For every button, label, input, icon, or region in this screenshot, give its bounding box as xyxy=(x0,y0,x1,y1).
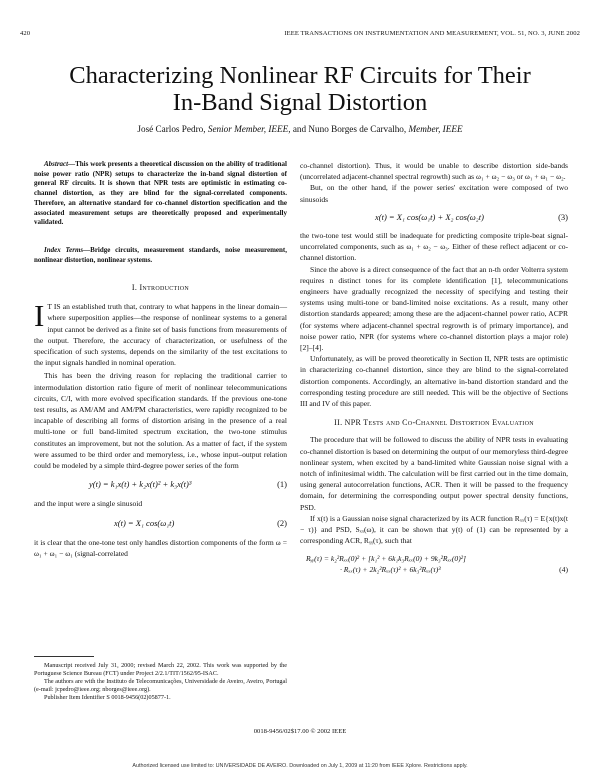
journal-name: IEEE TRANSACTIONS ON INSTRUMENTATION AND MEASUREMENT, VOL. 51, NO. 3, JUNE 2002 xyxy=(284,30,580,37)
equation-4-line-2 xyxy=(300,564,568,575)
section-2-heading: II. NPR Tests and Co-Channel Distortion Evaluation xyxy=(334,418,534,428)
equation-3-body: x(t) = X₁ cos(ω₁t) + X₂ cos(ω₂t) xyxy=(375,211,484,222)
footnote-received: Manuscript received July 31, 2000; revised March 22, 2002. This work was supported by the Portuguese Science Bureau (FCT) under Project 2/2.1/TIT/1562/95-ISAC. xyxy=(34,662,287,677)
equation-4-number: (4) xyxy=(559,564,568,574)
author-1-title: Senior Member, IEEE, xyxy=(207,124,291,134)
drop-cap: I xyxy=(34,298,45,334)
right-para-4: Since the above is a direct consequence of the fact that an n-th order Volterra system requires n distinct tones for its complete identification [1], telecommunications engineers have gradually recognized the necessity of specifying and testing their systems using multi-tone or band-limited noise excitations. As a result, many other distortion standards appeared; among these are the adjacent-channel power ratio, ACPR (for systems where adjacent-channel spectral regrowth is of primary importance), and noise power ratio, NPR (for systems where co-channel distortion plays a major role) [2]–[4]. xyxy=(300,264,568,353)
equation-4-body-2: · Rₓₓ(τ) + 2k₂²Rₓₓ(τ)² + 6k₃²Rₓₓ(τ)³ xyxy=(340,564,441,574)
equation-3 xyxy=(300,212,568,223)
section-2-para-1: The procedure that will be followed to discuss the ability of NPR tests in evaluating co-channel distortion is based on determining the output of our memoryless third-degree nonlinear system, when excited by a band-limited white Gaussian noise signal with a notch of infinitesimal width. The calculation will be first carried out in the time domain, using general autocorrelation functions, ACR. Then it will be passed to the frequency domain, for determining the corresponding output power spectral density functions, PSD. xyxy=(300,435,568,512)
right-para-5: Unfortunately, as will be proved theoretically in Section II, NPR tests are optimistic in characterizing co-channel distortion, since they are blind to the signal-correlated distortion components. Accordingly, an alternative in-band distortion standard and the corresponding testing procedure are still needed. This will be the objective of Sections III and IV of this paper. xyxy=(300,354,568,409)
section-1-para-3: and the input were a single sinusoid xyxy=(34,499,143,509)
equation-2 xyxy=(34,518,287,529)
footnote-affiliation: The authors are with the Instituto de Telecomunicações, Universidade de Aveiro, Aveiro, Portugal (e-mail: jcpedro@ieee.org; nborges@ieee.org). xyxy=(34,678,287,693)
equation-1-body: y(t) = k₁x(t) + k₂x(t)² + k₃x(t)³ xyxy=(89,479,192,490)
equation-2-number: (2) xyxy=(277,517,287,528)
section-1-para-4: it is clear that the one-tone test only handles distortion components of the form ω = ω₁ + ω₁ − ω₁ (signal-correlated xyxy=(34,537,287,559)
title-line-1: Characterizing Nonlinear RF Circuits for Their xyxy=(69,62,531,89)
equation-4-line-1 xyxy=(300,553,568,564)
footnote xyxy=(34,662,287,702)
right-para-3: the two-tone test would still be inadequate for predicting composite triple-beat signal-uncorrelated components, such as ω₁ + ω₂ − ω₃. Either of these reflect adjacent or co-channel distortion. xyxy=(300,231,568,263)
right-para-2: But, on the other hand, if the power series' excitation were composed of two sinusoids xyxy=(300,183,568,204)
running-header xyxy=(20,30,580,37)
index-terms-label: Index Terms— xyxy=(44,246,91,254)
equation-1-number: (1) xyxy=(277,479,287,490)
right-column xyxy=(300,160,568,575)
copyright-line: 0018-9456/02$17.00 © 2002 IEEE xyxy=(253,728,347,735)
authorized-use-notice: Authorized licensed use limited to: UNIVERSIDADE DE AVEIRO. Downloaded on July 1, 2009 at 11:20 from IEEE Xplore. Restrictions apply. xyxy=(132,763,468,769)
author-2-title: Member, IEEE xyxy=(408,124,463,134)
index-terms xyxy=(34,246,287,265)
equation-4-body-1: Rᵧᵧ(τ) = k₂²Rₓₓ(0)² + [k₁² + 6k₁k₃Rₓₓ(0) + 9k₃²Rₓₓ(0)²] xyxy=(306,553,466,563)
section-1-para-1: T IS an established truth that, contrary to what happens in the linear domain—where superposition applies—the response of nonlinear systems to a general input cannot be derived as a finite set of basis functions from measurements of the output. Therefore, the accuracy of characterization, or usefulness of the specification of such systems, depends on the similarity of the test excitations to the input signals handled in nominal operation. xyxy=(34,302,287,368)
footnote-rule xyxy=(34,656,94,657)
equation-3-number: (3) xyxy=(558,211,568,222)
author-line xyxy=(0,124,600,134)
footnote-identifier: Publisher Item Identifier S 0018-9456(02)05877-1. xyxy=(44,694,171,701)
right-para-1: co-channel distortion). Thus, it would be unable to describe distortion side-bands (uncorrelated adjacent-channel spectral regrowth) such as ω₁ + ω₂ − ω₃ or ω₁ + ω₁ − ω₂. xyxy=(300,161,568,182)
section-1-para-2: This has been the driving reason for replacing the traditional carrier to intermodulation distortion ratio figure of merit of nonlinear telecommunications circuits, C/I, with more evolved specification standards. If the previous one-tone test results, as AM/AM and AM/PM characteristics, were rapidly recognized to be incapable of describing all forms of distortion arising in the presence of a real multi-tone or full band-limited spectrum excitation, the two-tone stimulus constitutes an improvement, but not the solution. As a matter of fact, if the system were assumed to be third order and memoryless, i.e., whose input–output relation could be modeled by a simple third-degree power series of the form xyxy=(34,371,287,471)
index-terms-text: Bridge circuits, measurement standards, noise measurement, nonlinear distortion, nonlinear systems. xyxy=(34,246,287,264)
title-line-2: In-Band Signal Distortion xyxy=(172,89,428,116)
equation-2-body: x(t) = X₁ cos(ω₁t) xyxy=(114,517,175,528)
author-2: and Nuno Borges de Carvalho, xyxy=(292,124,407,134)
section-1-heading: I. Introduction xyxy=(131,283,190,292)
section-2-para-2: If x(t) is a Gaussian noise signal characterized by its ACR function Rₓₓ(τ) = E{x(t)x(t − τ)} and PSD, Sₓₓ(ω), it can be shown that y(t) of (1) can be represented by a corresponding ACR, Rᵧᵧ(τ), such that xyxy=(300,513,568,546)
equation-1 xyxy=(34,479,287,490)
abstract-text: This work presents a theoretical discussion on the ability of traditional noise power ratio (NPR) setups to characterize the in-band signal distortion of general RF circuits. It is shown that NPR tests are optimistic in estimating co-channel distortion, as they are blind for the signal-correlated components. Therefore, an alternative standard for co-channel distortion specification and the associated measurement setups are theoretically proposed and experimentally validated. xyxy=(34,160,287,227)
paper-title xyxy=(0,62,600,116)
page-number: 420 xyxy=(20,30,31,37)
abstract xyxy=(34,160,287,228)
author-1: José Carlos Pedro, xyxy=(137,124,206,134)
abstract-label: Abstract— xyxy=(44,160,76,168)
section-1 xyxy=(34,282,287,559)
